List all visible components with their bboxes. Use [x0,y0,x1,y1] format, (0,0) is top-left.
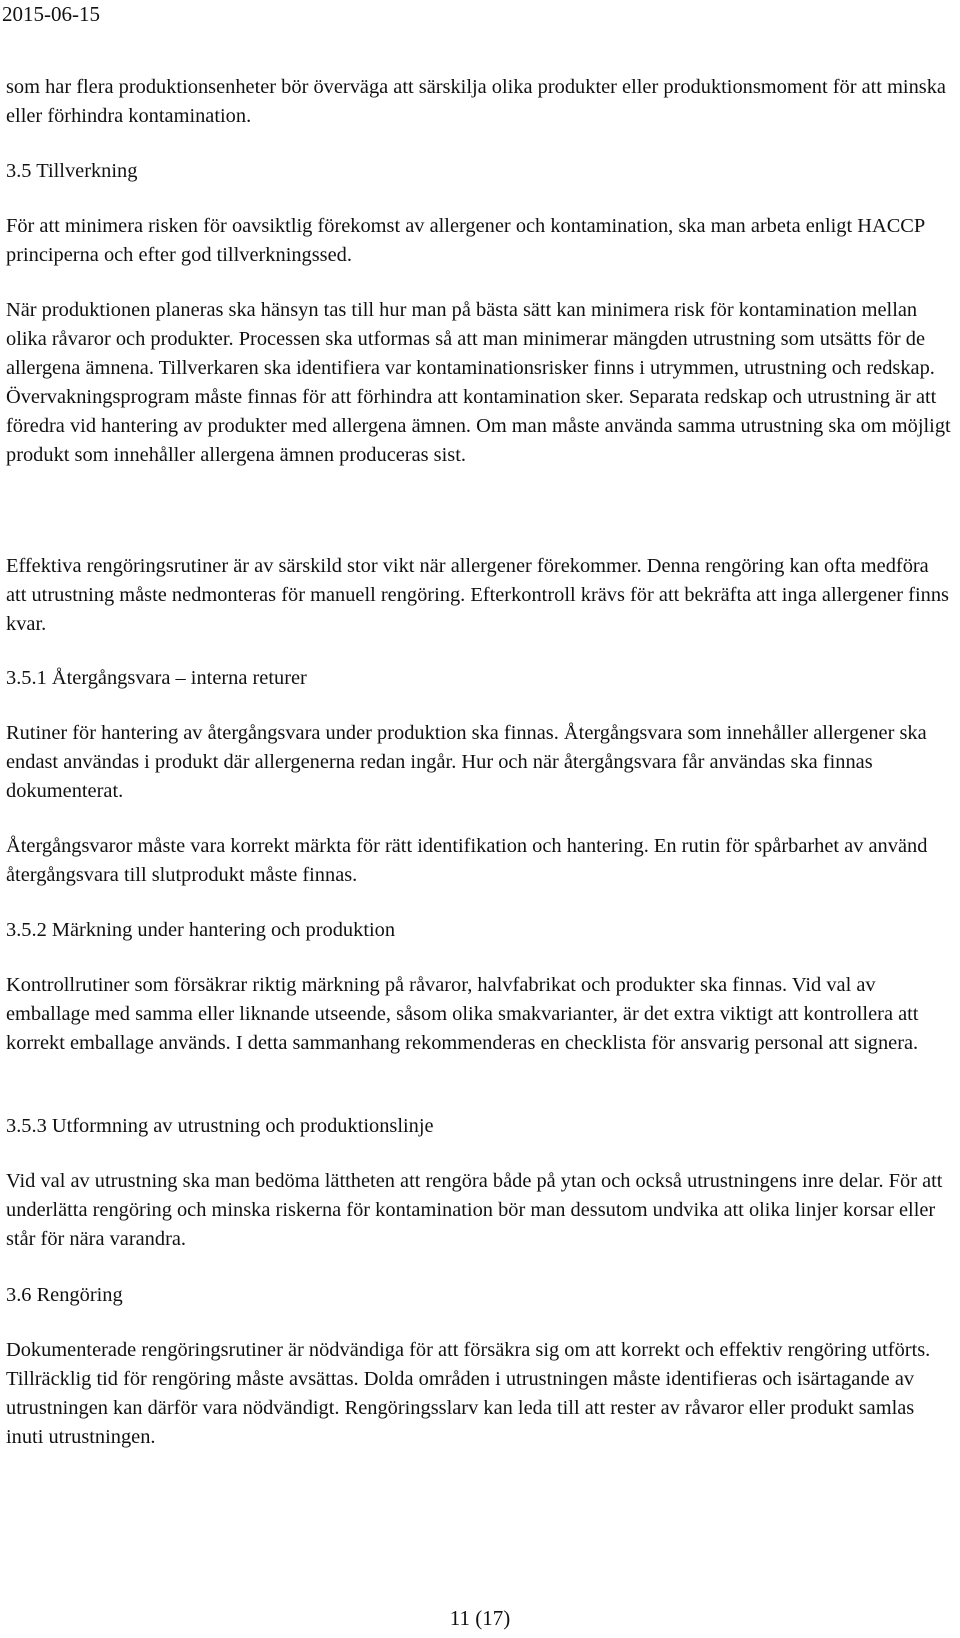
section-heading-3-5: 3.5 Tillverkning [6,160,138,182]
section-heading-3-5-2: 3.5.2 Märkning under hantering och produktion [6,919,396,941]
intro-paragraph: som har flera produktionsenheter bör överväga att särskilja olika produkter eller produktionsmoment för att minska eller förhindra kontamination. [6,76,946,127]
paragraph-3-5-c: Effektiva rengöringsrutiner är av särskild stor vikt när allergener förekommer. Denna rengöring kan ofta medföra att utrustning måste nedmonteras för manuell rengöring. Efterkontroll krävs för att bekräfta att inga allergener finns kvar. [6,555,949,635]
section-heading-3-6: 3.6 Rengöring [6,1284,123,1306]
section-heading-3-5-3: 3.5.3 Utformning av utrustning och produktionslinje [6,1115,434,1137]
paragraph-3-5-1-b: Återgångsvaror måste vara korrekt märkta för rätt identifikation och hantering. En rutin för spårbarhet av använd återgångsvara till slutprodukt måste finnas. [6,835,928,886]
page-number: 11 (17) [449,1606,511,1630]
paragraph-3-5-1-a: Rutiner för hantering av återgångsvara under produktion ska finnas. Återgångsvara som innehåller allergener ska endast användas i produkt där allergenerna redan ingår. Hur och när återgångsvara får användas ska finnas dokumenterat. [6,722,927,802]
paragraph-3-5-3: Vid val av utrustning ska man bedöma lättheten att rengöra både på ytan och också utrustningens inre delar. För att underlätta rengöring och minska riskerna för kontamination bör man dessutom undvika att olika linjer korsar eller står för nära varandra. [6,1170,943,1250]
paragraph-3-5-b: När produktionen planeras ska hänsyn tas till hur man på bästa sätt kan minimera risk för kontamination mellan olika råvaror och produkter. Processen ska utformas så att man minimerar mängden utrustning som utsätts för de allergena ämnena. Tillverkaren ska identifiera var kontaminationsrisker finns i utrymmen, utrustning och redskap. Övervakningsprogram måste finnas för att förhindra att kontamination sker. Separata redskap och utrustning är att föredra vid hantering av produkter med allergena ämnen. Om man måste använda samma utrustning ska om möjligt produkt som innehåller allergena ämnen produceras sist. [6,299,951,466]
section-heading-3-5-1: 3.5.1 Återgångsvara – interna returer [6,667,307,689]
header-date: 2015-06-15 [2,2,100,26]
paragraph-3-6: Dokumenterade rengöringsrutiner är nödvändiga för att försäkra sig om att korrekt och effektiv rengöring utförts. Tillräcklig tid för rengöring måste avsättas. Dolda områden i utrustningen måste identifieras och isärtagande av utrustningen kan därför vara nödvändigt. Rengöringsslarv kan leda till att rester av råvaror eller produkt samlas inuti utrustningen. [6,1339,931,1448]
paragraph-3-5-2: Kontrollrutiner som försäkrar riktig märkning på råvaror, halvfabrikat och produkter ska finnas. Vid val av emballage med samma eller liknande utseende, såsom olika smakvarianter, är det extra viktigt att kontrollera att korrekt emballage används. I detta sammanhang rekommenderas en checklista för ansvarig personal att signera. [6,974,919,1054]
paragraph-3-5-a: För att minimera risken för oavsiktlig förekomst av allergener och kontamination, ska man arbeta enligt HACCP principerna och efter god tillverkningssed. [6,215,925,266]
